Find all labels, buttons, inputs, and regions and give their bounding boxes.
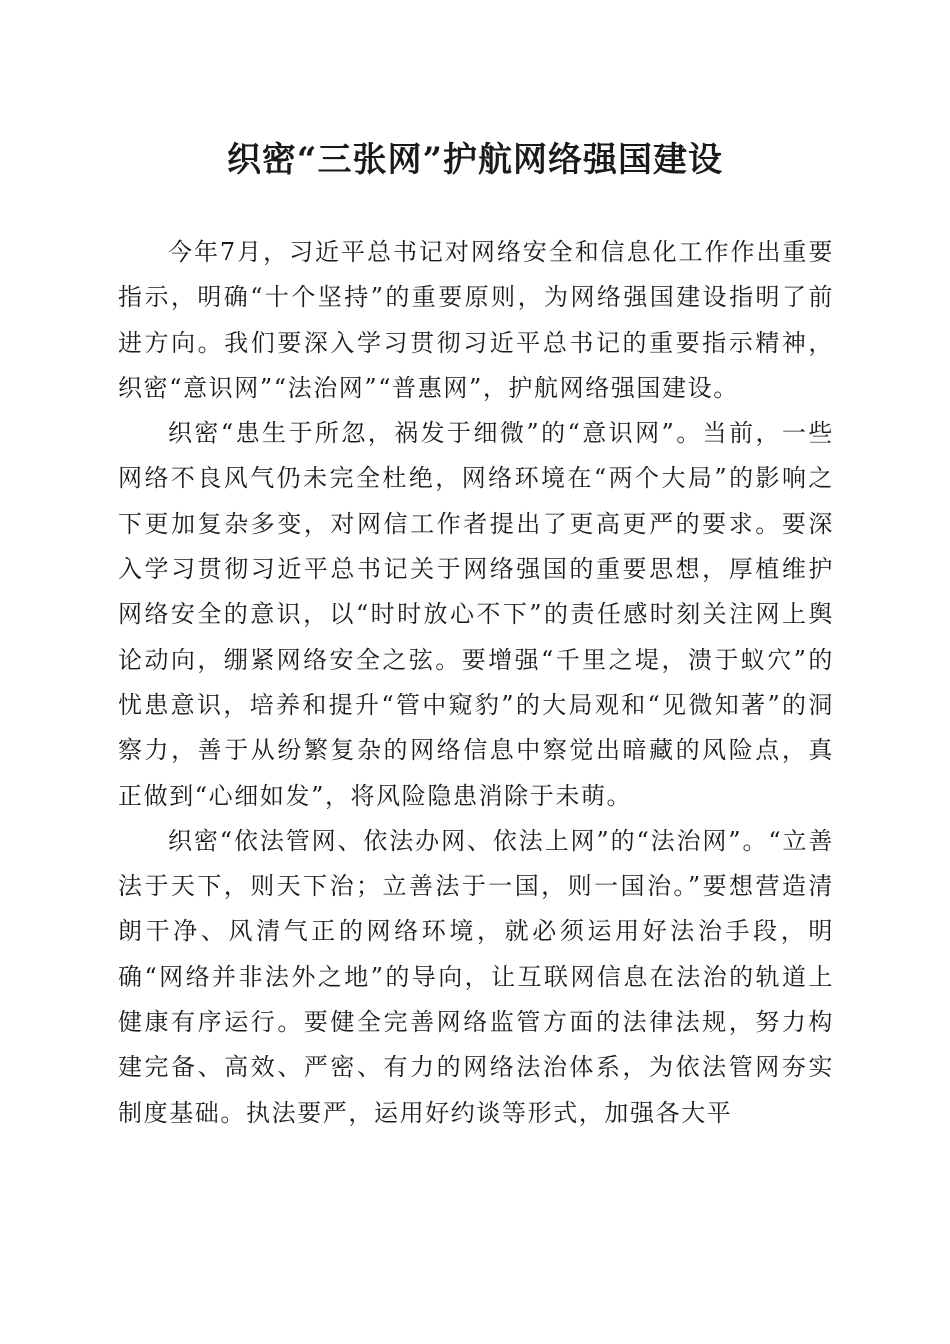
paragraph-rule-of-law-net: 织密“依法管网、依法办网、依法上网”的“法治网”。“立善法于天下，则天下治；立善法于一国，则一国治。”要想营造清朗干净、风清气正的网络环境，就必须运用好法治手段，明确“网络并非法外之地”的导向，让互联网信息在法治的轨道上健康有序运行。要健全完善网络监管方面的法律法规，努力构建完备、高效、严密、有力的网络法治体系，为依法管网夯实制度基础。执法要严，运用好约谈等形式，加强各大平: [118, 826, 834, 1127]
paragraph-intro: 今年7月，习近平总书记对网络安全和信息化工作作出重要指示，明确“十个坚持”的重要原则，为网络强国建设指明了前进方向。我们要深入学习贯彻习近平总书记的重要指示精神，织密“意识网”“法治网”“普惠网”，护航网络强国建设。: [118, 238, 834, 402]
paragraph-awareness-net: 织密“患生于所忽，祸发于细微”的“意识网”。当前，一些网络不良风气仍未完全杜绝，网络环境在“两个大局”的影响之下更加复杂多变，对网信工作者提出了更高更严的要求。要深入学习贯彻习近平总书记关于网络强国的重要思想，厚植维护网络安全的意识，以“时时放心不下”的责任感时刻关注网上舆论动向，绷紧网络安全之弦。要增强“千里之堤，溃于蚁穴”的忧患意识，培养和提升“管中窥豹”的大局观和“见微知著”的洞察力，善于从纷繁复杂的网络信息中察觉出暗藏的风险点，真正做到“心细如发”，将风险隐患消除于未萌。: [118, 419, 834, 810]
document-title: 织密“三张网”护航网络强国建设: [226, 140, 724, 180]
document-body: [118, 230, 834, 1136]
